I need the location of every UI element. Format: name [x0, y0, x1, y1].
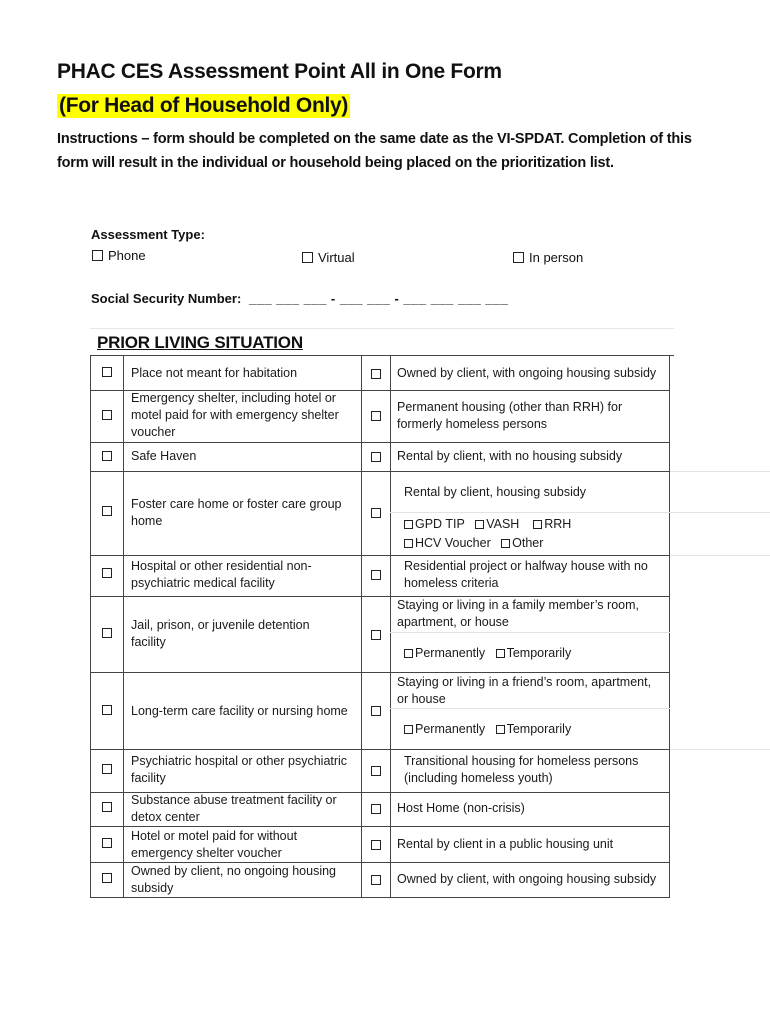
divider — [90, 328, 674, 329]
left-option-label: Hospital or other residential non-psychiatric medical facility — [131, 559, 312, 590]
left-option-label: Substance abuse treatment facility or detox center — [131, 793, 337, 824]
right-option-label: Rental by client, with no housing subsidy — [397, 449, 623, 463]
instructions: Instructions – form should be completed on the same date as the VI-SPDAT. Completion of this form will result in the individual or household being placed on the prioritization list. — [57, 131, 692, 171]
checkbox-icon[interactable] — [102, 838, 112, 848]
checkbox-icon[interactable] — [371, 508, 381, 518]
right-option-label: Transitional housing for homeless persons (including homeless youth) — [404, 754, 639, 785]
ssn-field[interactable]: ___ ___ ___ - ___ ___ - ___ ___ ___ ___ — [249, 291, 509, 306]
checkbox-icon[interactable] — [496, 649, 505, 658]
form-title: PHAC CES Assessment Point All in One Form — [57, 60, 502, 83]
subsidy-options-line-2: HCV Voucher Other — [404, 535, 543, 552]
checkbox-icon[interactable] — [102, 367, 112, 377]
checkbox-icon[interactable] — [102, 873, 112, 883]
checkbox-icon[interactable] — [92, 250, 103, 261]
checkbox-icon[interactable] — [371, 369, 381, 379]
checkbox-icon[interactable] — [102, 705, 112, 715]
right-option-label: Staying or living in a family member’s room, apartment, or house — [397, 598, 639, 629]
checkbox-icon[interactable] — [371, 706, 381, 716]
checkbox-icon[interactable] — [533, 520, 542, 529]
subsidy-options-line-1: GPD TIP VASH RRH — [404, 516, 571, 533]
checkbox-icon[interactable] — [371, 840, 381, 850]
assessment-option-in-person[interactable] — [513, 250, 583, 265]
checkbox-icon[interactable] — [102, 410, 112, 420]
assessment-option-phone[interactable] — [92, 248, 146, 263]
checkbox-icon[interactable] — [371, 875, 381, 885]
option-label: In person — [529, 250, 584, 265]
right-option-label: Rental by client in a public housing unit — [397, 837, 614, 851]
checkbox-icon[interactable] — [404, 520, 413, 529]
option-label: Phone — [108, 248, 146, 263]
checkbox-icon[interactable] — [404, 725, 413, 734]
form-subtitle: (For Head of Household Only) — [59, 94, 349, 117]
checkbox-icon[interactable] — [371, 630, 381, 640]
left-option-label: Place not meant for habitation — [131, 366, 298, 380]
right-option-label: Owned by client, with ongoing housing subsidy — [397, 872, 657, 886]
checkbox-icon[interactable] — [102, 506, 112, 516]
checkbox-icon[interactable] — [475, 520, 484, 529]
option-label: Virtual — [318, 250, 355, 265]
right-option-label: Host Home (non-crisis) — [397, 801, 525, 815]
checkbox-icon[interactable] — [102, 451, 112, 461]
checkbox-icon[interactable] — [102, 802, 112, 812]
checkbox-icon[interactable] — [513, 252, 524, 263]
right-option-label: Permanent housing (other than RRH) for formerly homeless persons — [397, 400, 623, 431]
checkbox-icon[interactable] — [371, 411, 381, 421]
checkbox-icon[interactable] — [371, 804, 381, 814]
checkbox-icon[interactable] — [404, 649, 413, 658]
checkbox-icon[interactable] — [102, 628, 112, 638]
checkbox-icon[interactable] — [302, 252, 313, 263]
checkbox-icon[interactable] — [496, 725, 505, 734]
left-option-label: Emergency shelter, including hotel or motel paid for with emergency shelter voucher — [131, 391, 339, 439]
right-option-label: Rental by client, housing subsidy — [404, 485, 587, 499]
left-option-label: Hotel or motel paid for without emergency shelter voucher — [131, 829, 298, 860]
ssn-label: Social Security Number: — [91, 291, 242, 306]
left-option-label: Foster care home or foster care group home — [131, 497, 342, 528]
section-title: PRIOR LIVING SITUATION — [97, 333, 303, 352]
assessment-type-label: Assessment Type: — [91, 227, 205, 242]
checkbox-icon[interactable] — [371, 570, 381, 580]
assessment-option-virtual[interactable] — [302, 250, 355, 265]
right-option-label: Owned by client, with ongoing housing subsidy — [397, 366, 657, 380]
checkbox-icon[interactable] — [371, 452, 381, 462]
checkbox-icon[interactable] — [102, 764, 112, 774]
checkbox-icon[interactable] — [404, 539, 413, 548]
stay-options: Permanently Temporarily — [404, 721, 571, 738]
left-option-label: Long-term care facility or nursing home — [131, 704, 348, 718]
left-option-label: Jail, prison, or juvenile detention facility — [131, 618, 310, 649]
left-option-label: Safe Haven — [131, 449, 197, 463]
checkbox-icon[interactable] — [371, 766, 381, 776]
stay-options: Permanently Temporarily — [404, 645, 571, 662]
checkbox-icon[interactable] — [102, 568, 112, 578]
left-option-label: Owned by client, no ongoing housing subsidy — [131, 864, 337, 895]
right-option-label: Staying or living in a friend’s room, apartment, or house — [397, 675, 652, 706]
checkbox-icon[interactable] — [501, 539, 510, 548]
left-option-label: Psychiatric hospital or other psychiatric facility — [131, 754, 348, 785]
right-option-label: Residential project or halfway house with no homeless criteria — [404, 559, 648, 590]
